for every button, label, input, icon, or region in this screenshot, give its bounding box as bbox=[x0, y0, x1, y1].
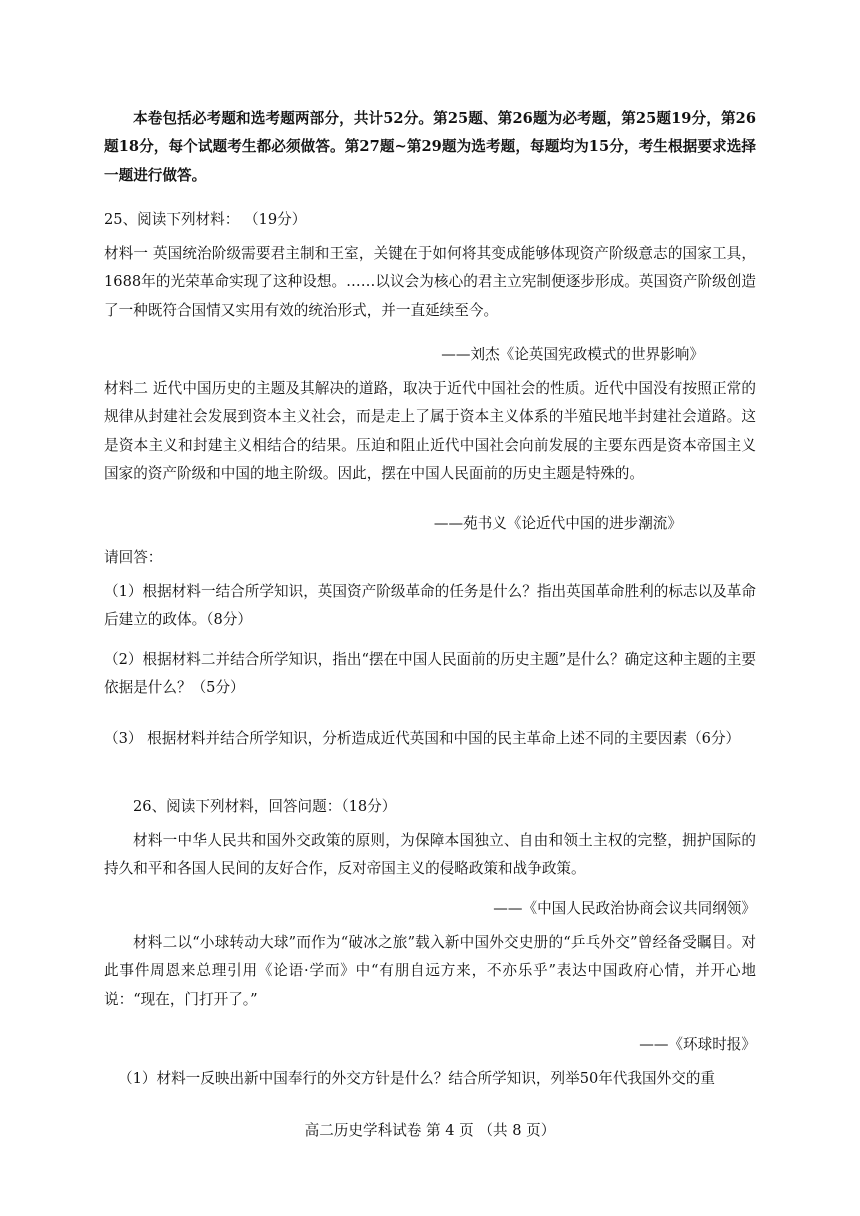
page-footer: 高二历史学科试卷 第 4 页 （共 8 页） bbox=[304, 1122, 556, 1139]
q25-material-2: 材料二 近代中国历史的主题及其解决的道路，取决于近代中国社会的性质。近代中国没有按照正常的规律从封建社会发展到资本主义社会，而是走上了属于资本主义体系的半殖民地半封建社会道路。这是资本主义和封建主义相结合的结果。压迫和阻止近代中国社会向前发展的主要东西是资本帝国主义国家的资产阶级和中国的地主阶级。因此，摆在中国人民面前的历史主题是特殊的。 bbox=[104, 380, 756, 483]
q26-subquestion-1: （1）材料一反映出新中国奉行的外交方针是什么？结合所学知识，列举50年代我国外交的重 bbox=[118, 1070, 716, 1087]
q26-material-1-source: ——《中国人民政治协商会议共同纲领》 bbox=[493, 900, 756, 917]
q25-subquestion-2: （2）根据材料二并结合所学知识，指出“摆在中国人民面前的历史主题”是什么？确定这种主题的主要依据是什么？（5分） bbox=[104, 651, 756, 697]
q25-material-1: 材料一 英国统治阶级需要君主制和王室，关键在于如何将其变成能够体现资产阶级意志的国家工具，1688年的光荣革命实现了这种设想。……以议会为核心的君主立宪制便逐步形成。英国资产阶级创造了一种既符合国情又实用有效的统治形式，并一直延续至今。 bbox=[104, 245, 756, 319]
q26-material-2: 材料二以“小球转动大球”而作为“破冰之旅”载入新中国外交史册的“乒乓外交”曾经备受瞩目。对此事件周恩来总理引用《论语·学而》中“有朋自远方来，不亦乐乎”表达中国政府心情，并开心地说：“现在，门打开了。” bbox=[104, 934, 756, 1008]
q25-material-1-source: ——刘杰《论英国宪政模式的世界影响》 bbox=[441, 346, 704, 363]
q26-material-1: 材料一中华人民共和国外交政策的原则，为保障本国独立、自由和领土主权的完整，拥护国际的持久和平和各国人民间的友好合作，反对帝国主义的侵略政策和战争政策。 bbox=[104, 832, 756, 878]
question-25-title: 25、阅读下列材料： （19分） bbox=[104, 211, 307, 228]
q25-answer-prompt: 请回答： bbox=[104, 549, 163, 566]
section-instructions: 本卷包括必考题和选考题两部分，共计52分。第25题、第26题为必考题，第25题19分，第26题18分，每个试题考生都必须做答。第27题~第29题为选考题，每题均为15分，考生根据要求选择一题进行做答。 bbox=[104, 110, 756, 184]
question-26-title: 26、阅读下列材料，回答问题：（18分） bbox=[133, 798, 397, 815]
q25-subquestion-3: （3） 根据材料并结合所学知识，分析造成近代英国和中国的民主革命上述不同的主要因素（6分） bbox=[104, 730, 741, 747]
q25-subquestion-1: （1）根据材料一结合所学知识，英国资产阶级革命的任务是什么？指出英国革命胜利的标志以及革命后建立的政体。（8分） bbox=[104, 583, 756, 629]
q25-material-2-source: ——苑书义《论近代中国的进步潮流》 bbox=[433, 515, 682, 532]
q26-material-2-source: ——《环球时报》 bbox=[639, 1036, 756, 1053]
